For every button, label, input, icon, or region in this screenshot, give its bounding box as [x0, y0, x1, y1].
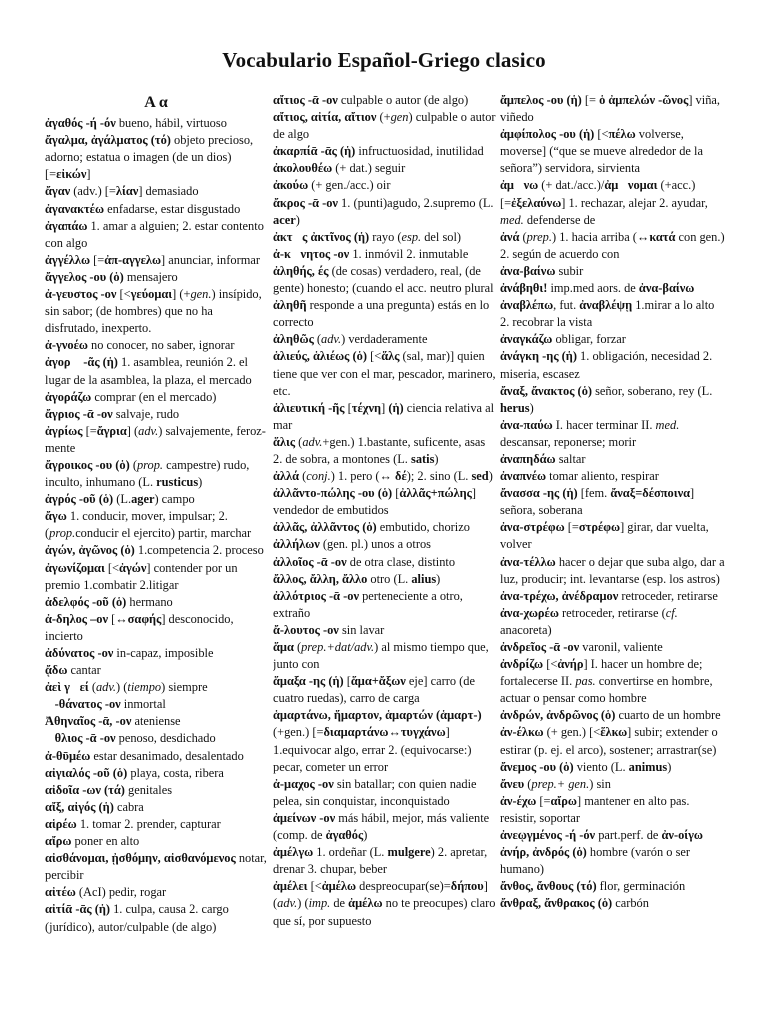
dictionary-entry: ἀμφίπολος -ου (ἡ) [<πέλω volverse, moverse] (“que se mueve alrededor de la señora”) servidora, sirvienta — [500, 127, 703, 176]
dictionary-entry: ἀγοράζω comprar (en el mercado) — [45, 389, 217, 404]
dictionary-entry: ἀνδρίζω [<ἀνήρ] I. hacer un hombre de; fortalecerse II. pas. convertirse en hombre, actuar o pensar como hombre — [500, 657, 713, 706]
dictionary-entry: ἀκολουθέω (+ dat.) seguir — [273, 161, 406, 176]
dictionary-entry: ἀ-γνοέω no conocer, no saber, ignorar — [45, 338, 235, 353]
dictionary-entry: ἀναβλέπω, fut. ἀναβλέψῃ 1.mirar a lo alto 2. recobrar la vista — [500, 298, 715, 330]
dictionary-entry: ἄναξ, ἄνακτος (ὁ) señor, soberano, rey (L. herus) — [500, 383, 713, 415]
dictionary-entry: ἄνεμος -ου (ὁ) viento (L. animus) — [500, 759, 672, 774]
dictionary-entry: ἀδελφός -οῦ (ὁ) hermano — [45, 594, 173, 609]
dictionary-entry: ἄνθος, ἄνθους (τό) flor, germinación — [500, 879, 686, 894]
dictionary-entry: ἅμαξα -ης (ἡ) [ἅμα+ἄξων eje] carro (de cuatro ruedas), carro de carga — [273, 674, 475, 706]
dictionary-entry: ἀλλοῖος -ᾱ -ον de otra clase, distinto — [273, 554, 456, 569]
dictionary-entry: ἀνήρ, ἀνδρός (ὁ) hombre (varón o ser humano) — [500, 845, 691, 877]
dictionary-entry: ἀληθής, ές (de cosas) verdadero, real, (de gente) honesto; (cuando el acc. neutro plural ἀληθῆ responde a una pregunta) estás en lo correcto — [273, 263, 494, 330]
dictionary-entry: ἀ-γευστος -ον [<γεύομαι] (+gen.) insípido, sin sabor; (de hombres) que no ha disfrutado, inexperto. — [45, 287, 262, 336]
dictionary-entry: ἀγών, ἀγῶνος (ὁ) 1.competencia 2. proceso — [45, 543, 264, 558]
dictionary-entry: ἀμ νω (+ dat./acc.)/ἀμ νομαι (+acc.) [=ἐξελαύνω] 1. rechazar, alejar 2. ayudar, med. defenderse de — [500, 178, 708, 227]
dictionary-entry: αἴξ, αἰγός (ἡ) cabra — [45, 799, 144, 814]
dictionary-entry: ἀνδρεῖος -ᾱ -ον varonil, valiente — [500, 640, 663, 654]
dictionary-entry: ἀ-δηλος –ον [↔σαφής] desconocido, incierto — [45, 611, 234, 643]
dictionary-entry: ἀνά (prep.) 1. hacia arriba (↔κατά con gen.) 2. según de acuerdo con — [500, 229, 725, 261]
dictionary-entry: ἄγγελος -ου (ὁ) mensajero — [45, 269, 178, 284]
dictionary-entry: ἀγαπάω 1. amar a alguien; 2. estar contento con algo — [45, 218, 264, 250]
dictionary-entry: ἀδύνατος -ον in-capaz, imposible — [45, 646, 214, 660]
entries-column-1 — [45, 115, 267, 936]
dictionary-entry: ἄγριος -ᾱ -ον salvaje, rudo — [45, 406, 180, 421]
dictionary-entry: ἀν-έχω [=αἴρω] mantener en alto pas. resistir, soportar — [500, 793, 690, 825]
dictionary-entry: αἴρω poner en alto — [45, 834, 140, 849]
column-3 — [500, 92, 726, 1012]
dictionary-entry: ἄκρος -ᾱ -ον 1. (punti)agudo, 2.supremo (L. acer) — [273, 195, 494, 227]
dictionary-entry: ἀνα-στρέφω [=στρέφω] girar, dar vuelta, volver — [500, 520, 709, 552]
dictionary-entry: ἀμέλει [<ἀμέλω despreocupar(se)=δήπου] (adv.) (imp. de ἀμέλω no te preocupes) claro que sí, por supuesto — [273, 879, 496, 928]
dictionary-entry: ἅλις (adv.+gen.) 1.bastante, suficente, asas 2. de sobra, a montones (L. satis) — [273, 434, 486, 466]
dictionary-entry: ἄγαλμα, ἀγάλματος (τό) objeto precioso, adorno; estatua o imagen (de un dios) [=εἰκών] — [45, 133, 254, 182]
dictionary-entry: -θάνατος -ον inmortal — [45, 697, 157, 712]
dictionary-entry: ἀεὶ γ εί (adv.) (tiempo) siempre — [45, 680, 202, 695]
dictionary-entry: αἴτιος, αἰτία, αἴτιον (+gen) culpable o autor de algo — [273, 110, 496, 142]
section-heading: Α α — [144, 94, 168, 111]
dictionary-entry: αἰτέω (AcI) pedir, rogar — [45, 885, 167, 900]
dictionary-entry: αἴτιος -ᾱ -ον culpable o autor (de algo) — [273, 93, 469, 107]
dictionary-entry: ἀνα-βαίνω subir — [500, 263, 584, 278]
dictionary-entry: ἀναγκάζω obligar, forzar — [500, 332, 626, 347]
dictionary-entry: ἀνάγκη -ης (ἡ) 1. obligación, necesidad 2. miseria, escasez — [500, 349, 713, 381]
dictionary-entry: ᾄδω cantar — [45, 663, 101, 678]
dictionary-entry: αἰσθάνομαι, ᾐσθόμην, αἰσθανόμενος notar, percibir — [45, 851, 267, 883]
dictionary-entry: ἀκαρπίᾱ -ᾱς (ἡ) infructuosidad, inutilidad — [273, 144, 484, 159]
entries-column-3 — [500, 92, 726, 913]
dictionary-entry: ἄνθραξ, ἄνθρακος (ὁ) carbón — [500, 896, 649, 911]
dictionary-entry: ἀγορ -ᾶς (ἡ) 1. asamblea, reunión 2. el lugar de la asamblea, la plaza, el mercado — [45, 355, 267, 387]
dictionary-entry: ἀγανακτέω enfadarse, estar disgustado — [45, 201, 241, 216]
dictionary-entry: ἄγω 1. conducir, mover, impulsar; 2. (prop.conducir el ejercito) partir, marchar — [45, 509, 252, 541]
dictionary-entry: ἀλλᾶς, ἀλλᾶντος (ὁ) embutido, chorizo — [273, 520, 470, 535]
dictionary-entry: ἀνα-παύω I. hacer terminar II. med. descansar, reponerse; morir — [500, 417, 680, 449]
dictionary-entry: ἀγρίως [=ἄγρια] (adv.) salvajemente, feroz-mente — [45, 423, 266, 455]
dictionary-entry: αἰτίᾱ -ᾱς (ἡ) 1. culpa, causa 2. cargo (jurídico), autor/culpable (de algo) — [45, 902, 229, 934]
dictionary-entry: ἄγαν (adv.) [=λίαν] demasiado — [45, 184, 199, 199]
dictionary-entry: ἀμέλγω 1. ordeñar (L. mulgere) 2. apretar, drenar 3. chupar, beber — [273, 845, 488, 877]
dictionary-entry: ἀνα-τέλλω hacer o dejar que suba algo, dar a luz, producir; int. levantarse (esp. los astros) — [500, 554, 725, 586]
dictionary-entry: ἀναπνέω tomar aliento, respirar — [500, 469, 659, 484]
dictionary-entry: ἄμπελος -ου (ἡ) [= ὁ ἀμπελών -ῶνος] viña, viñedo — [500, 93, 720, 125]
dictionary-entry: ἄλλος, ἄλλη, ἄλλο otro (L. alius) — [273, 571, 441, 586]
dictionary-entry: ἀναπηδάω saltar — [500, 451, 586, 466]
dictionary-entry: ἀνεῳγμένος -ή -όν part.perf. de ἀν-οίγω — [500, 828, 703, 843]
page-title: Vocabulario Español-Griego clasico — [222, 48, 546, 72]
dictionary-entry: ἀν-έλκω (+ gen.) [<ἕλκω] subir; extender o estirar (p. ej. el arco), sostener; arrastrar(se) — [500, 725, 718, 757]
dictionary-entry: ἀλλότριος -ᾱ -ον perteneciente a otro, extraño — [273, 588, 463, 620]
dictionary-entry: ἀ-κ νητος -ον 1. inmóvil 2. inmutable — [273, 246, 462, 261]
dictionary-entry: ἀμείνων -ον más hábil, mejor, más valiente (comp. de ἀγαθός) — [273, 810, 490, 843]
dictionary-entry: ἀνα-τρέχω, ἀνέδραμον retroceder, retirarse — [500, 588, 718, 603]
dictionary-entry: ἀ-μαχος -ον sin batallar; con quien nadie pelea, sin conquistar, inconquistado — [273, 776, 477, 808]
dictionary-entry: ἄνευ (prep.+ gen.) sin — [500, 776, 611, 791]
dictionary-entry: θλιος -ᾱ -ον penoso, desdichado — [45, 731, 207, 746]
dictionary-entry: ἀλλά (conj.) 1. pero (↔ δέ); 2. sino (L. sed) — [273, 469, 493, 484]
dictionary-entry: ἁλιεύς, ἁλιέως (ὁ) [<ἅλς (sal, mar)] quien tiene que ver con el mar, pescador, marinero, etc. — [273, 349, 496, 398]
dictionary-entry: ἀνδρών, ἀνδρῶνος (ὁ) cuarto de un hombre — [500, 708, 721, 723]
dictionary-entry: ἀληθῶς (adv.) verdaderamente — [273, 332, 428, 347]
dictionary-entry: ἄγροικος -ου (ὁ) (prop. campestre) rudo, inculto, inhumano (L. rusticus) — [45, 457, 250, 490]
dictionary-entry: ἅμα (prep.+dat/adv.) al mismo tiempo que, junto con — [273, 640, 489, 672]
dictionary-entry: αἱρέω 1. tomar 2. prender, capturar — [45, 816, 221, 831]
dictionary-entry: αἰγιαλός -οῦ (ὁ) playa, costa, ribera — [45, 765, 224, 780]
dictionary-entry: ἀλλήλων (gen. pl.) unos a otros — [273, 537, 431, 552]
dictionary-entry: ἀγρός -οῦ (ὁ) (L.ager) campo — [45, 492, 195, 507]
dictionary-entry: Ἀθηναῖος -ᾱ, -ον ateniense — [45, 714, 181, 729]
dictionary-entry: ἀνα-χωρέω retroceder, retirarse (cf. anacoreta) — [500, 605, 678, 637]
dictionary-entry: ἀγωνίζομαι [<ἀγών] contender por un premio 1.combatir 2.litigar — [45, 560, 238, 592]
dictionary-entry: ἀκτ ς ἀκτῖνος (ἡ) rayo (esp. del sol) — [273, 229, 455, 244]
dictionary-entry: ἀ-θῡμέω estar desanimado, desalentado — [45, 748, 244, 763]
dictionary-entry: ἀνάβηθι! imp.med aors. de ἀνα-βαίνω — [500, 281, 695, 296]
dictionary-entry: ἄνασσα -ης (ἡ) [fem. ἄναξ=δέσποινα] señora, soberana — [500, 486, 695, 518]
dictionary-entry: ἁλιευτική -ῆς [τέχνη] (ἡ) ciencia relativa al mar — [273, 400, 495, 432]
column-1 — [45, 92, 267, 1012]
dictionary-entry: ἁμαρτάνω, ἥμαρτον, ἁμαρτών (ἁμαρτ-) (+gen.) [=διαμαρτάνω↔τυγχάνω] 1.equivocar algo, errar 2. (equivocarse:) pecar, cometer un error — [273, 708, 482, 774]
entries-column-2 — [273, 92, 497, 930]
dictionary-entry: ἀγγέλλω [=ἀπ-αγγελω] anunciar, informar — [45, 252, 260, 267]
dictionary-entry: ἀγαθός -ή -όν bueno, hábil, virtuoso — [45, 116, 227, 131]
dictionary-entry: ἀλλᾶντο-πώλης -ου (ὁ) [ἀλλᾶς+πώλης] vendedor de embutidos — [273, 486, 477, 518]
column-2 — [273, 92, 497, 1012]
dictionary-entry: ἄ-λουτος -ον sin lavar — [273, 622, 385, 637]
dictionary-entry: αἰδοῖα -ων (τά) genitales — [45, 782, 173, 797]
dictionary-entry: ἀκούω (+ gen./acc.) oir — [273, 178, 391, 193]
